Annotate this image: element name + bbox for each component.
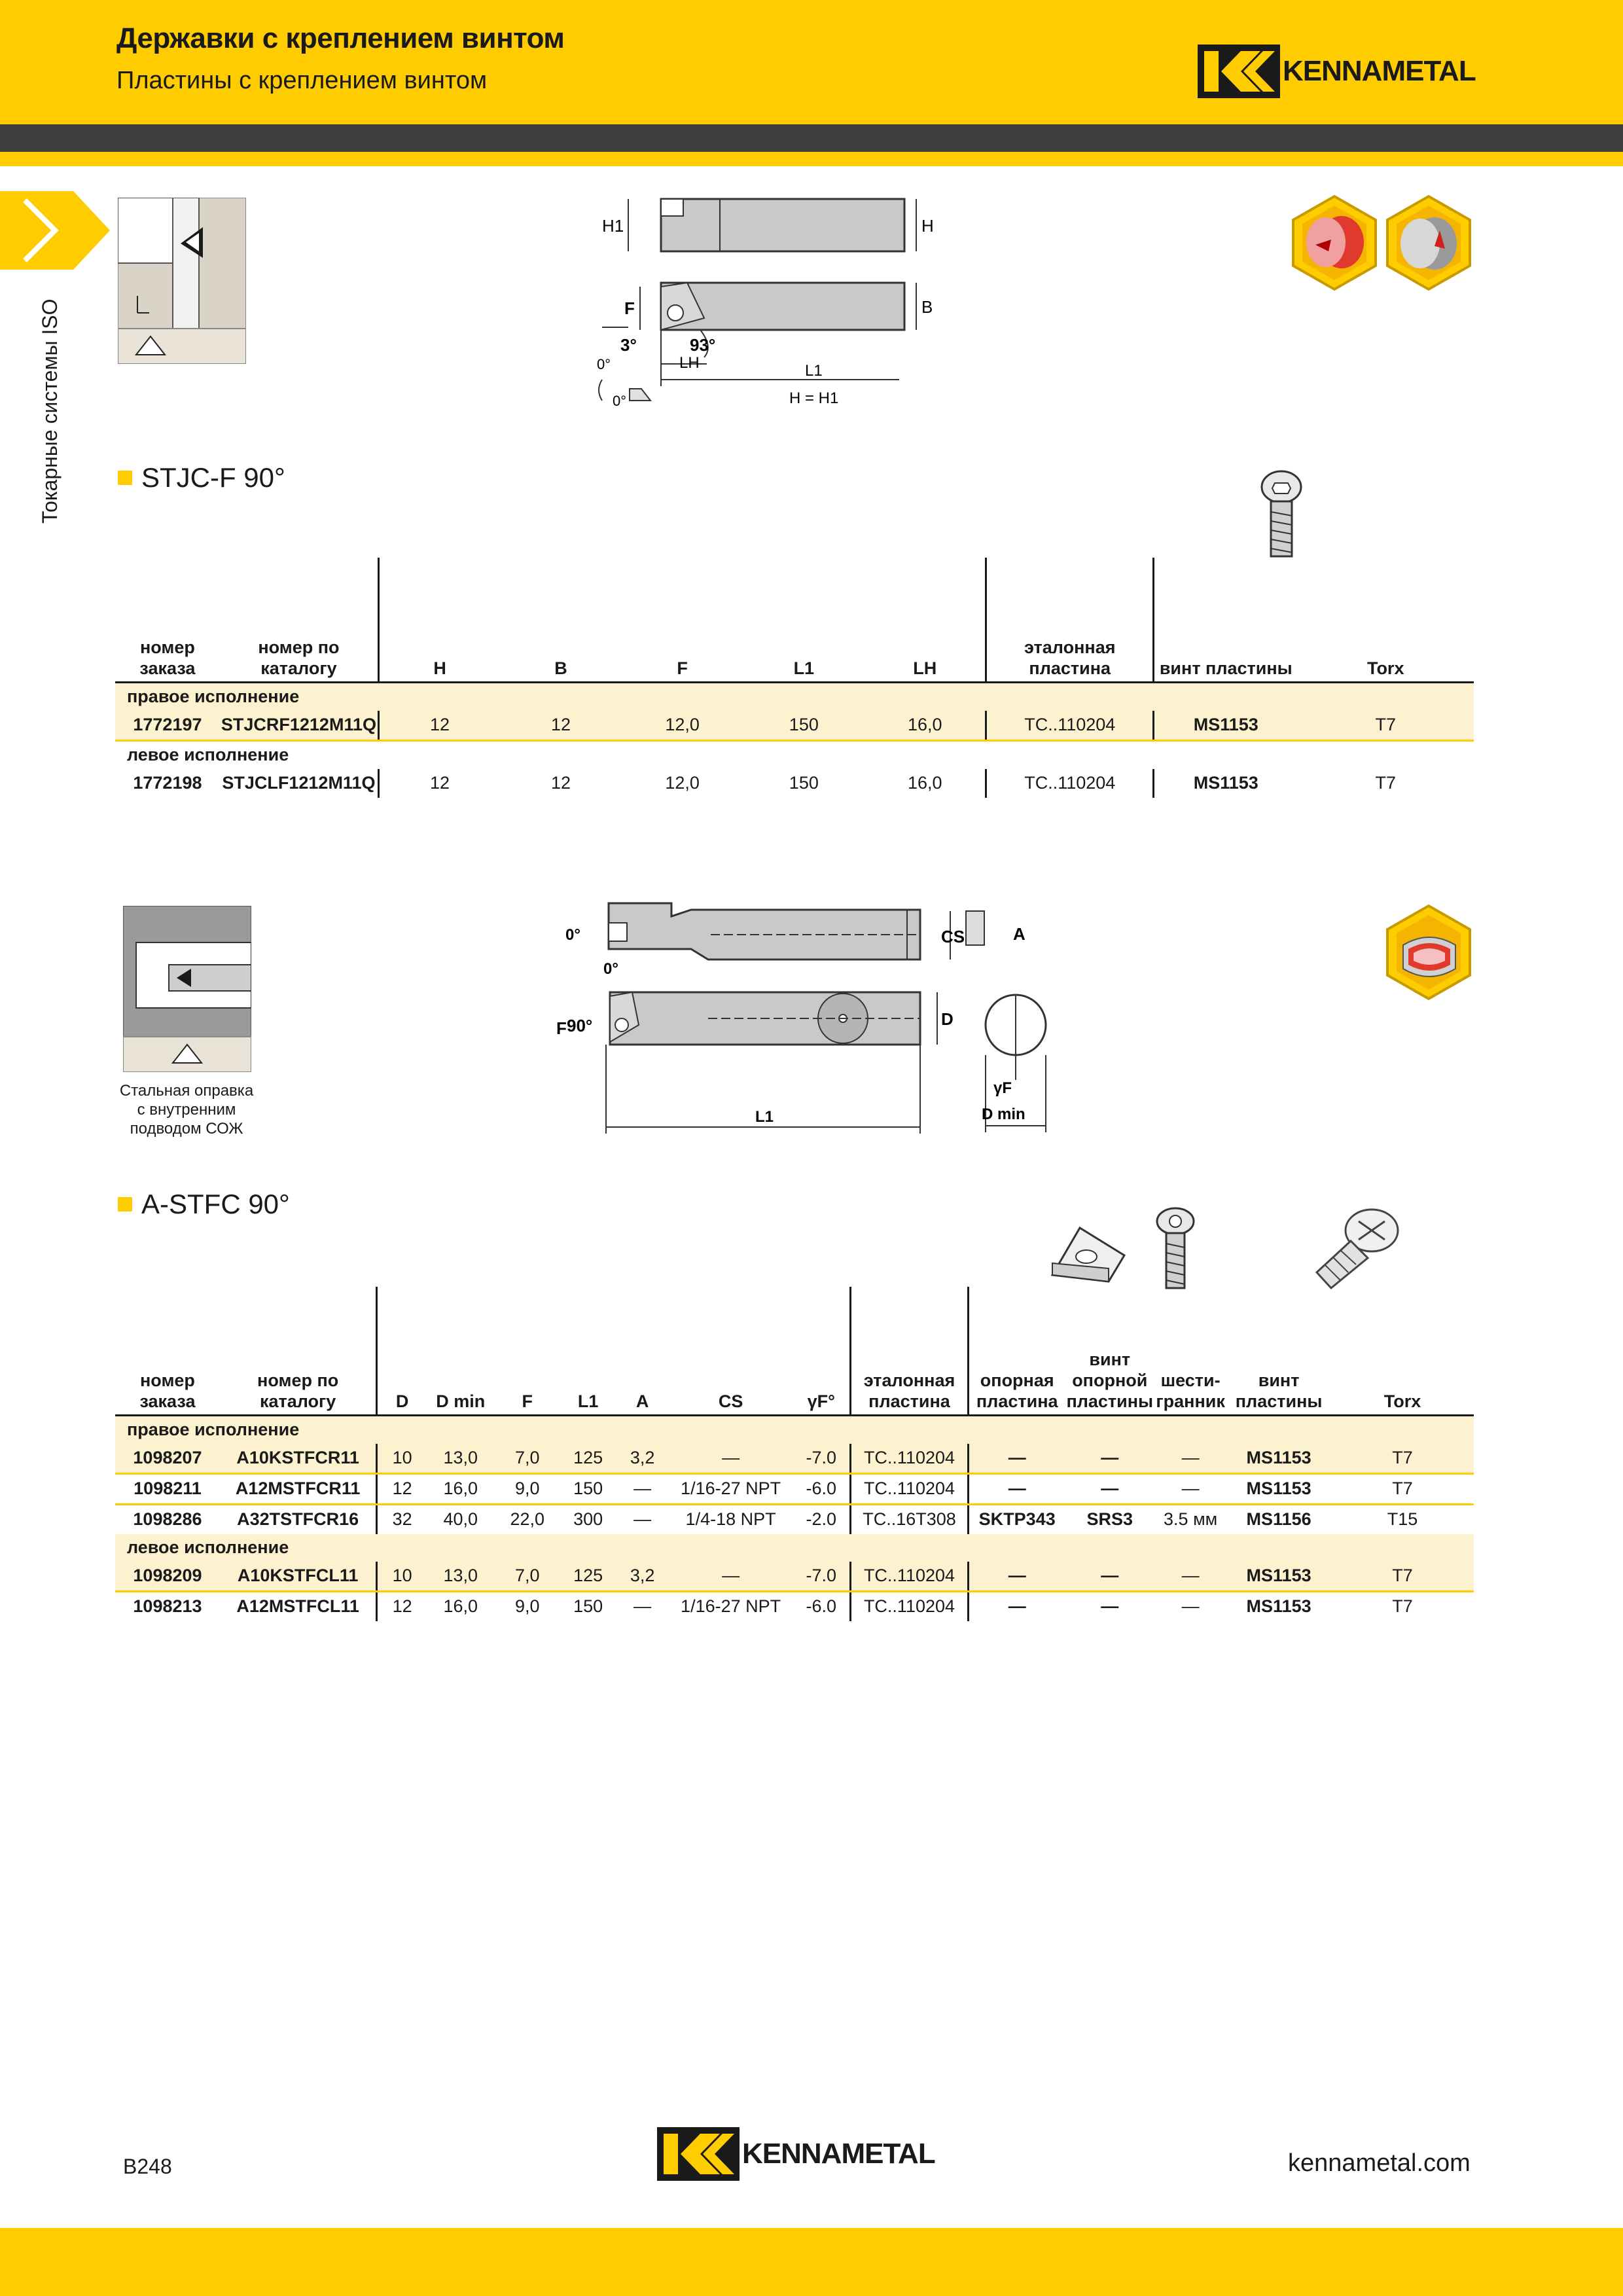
- cell-catalog: A12MSTFCL11: [236, 1596, 359, 1616]
- dim-h1: H1: [602, 216, 624, 236]
- cell-order: 1098211: [115, 1473, 220, 1504]
- angle-zero-1: 0°: [565, 926, 580, 944]
- cell-a: —: [616, 1473, 669, 1504]
- group-label-left: левое исполнение: [127, 745, 289, 764]
- application-thumbnail-1: [118, 198, 246, 364]
- cell-f: 7,0: [495, 1562, 560, 1592]
- cell-gf: -7.0: [793, 1562, 851, 1592]
- cell-insert: TC..16T308: [851, 1504, 969, 1534]
- dim-h-h1: H = H1: [789, 389, 839, 407]
- angle-93: 93°: [690, 335, 716, 355]
- tool-drawing-astfc: [554, 897, 1058, 1139]
- cell-dmin: 13,0: [427, 1444, 495, 1474]
- cell-f: 9,0: [495, 1473, 560, 1504]
- cell-screw: MS1153: [1226, 1473, 1331, 1504]
- col-screw: винт пластины: [1226, 1287, 1331, 1415]
- dim-lh: LH: [679, 354, 700, 372]
- cell-f: 9,0: [514, 1596, 540, 1616]
- application-thumbnail-2: [123, 906, 251, 1072]
- cell-a: 3,2: [616, 1444, 669, 1474]
- cell-shim-screw: —: [1065, 1473, 1154, 1504]
- cell-torx: T7: [1331, 1444, 1474, 1474]
- col-f: F: [622, 558, 743, 682]
- cell-l1: 125: [560, 1444, 616, 1474]
- cell-shim-screw: —: [1065, 1444, 1154, 1474]
- cell-shim-screw: —: [1065, 1562, 1154, 1592]
- col-torx: Torx: [1331, 1287, 1474, 1415]
- section-title-stjc: [118, 462, 285, 493]
- cell-dmin: 16,0: [443, 1596, 478, 1616]
- cell-l1: 150: [789, 773, 819, 793]
- shim-plate-icon: [1046, 1223, 1131, 1283]
- section-title-astfc: [118, 1189, 290, 1220]
- diagram-caption: Стальная оправка с внутренним подводом СОЖ: [119, 1082, 254, 1138]
- col-insert: эталонная пластина: [986, 558, 1154, 682]
- cell-d: 10: [377, 1444, 427, 1474]
- cell-dmin: 40,0: [443, 1509, 478, 1529]
- cell-gf: -7.0: [793, 1444, 851, 1474]
- cell-gf: -2.0: [806, 1509, 837, 1529]
- cell-dmin: 13,0: [427, 1562, 495, 1592]
- cell-torx: T7: [1331, 1473, 1474, 1504]
- dim-f: F: [624, 298, 635, 318]
- col-screw: винт пластины: [1154, 558, 1298, 682]
- website-link[interactable]: kennametal.com: [1288, 2149, 1471, 2177]
- material-steel-hex-icon: [1289, 194, 1380, 292]
- section-marker-icon: [118, 1197, 132, 1211]
- dim-d: D: [941, 1009, 954, 1029]
- dim-b: B: [921, 297, 933, 317]
- dim-a: A: [1013, 924, 1026, 944]
- cell-order: 1772198: [133, 773, 202, 793]
- page-subtitle: Пластины с креплением винтом: [116, 67, 488, 94]
- boring-application-hex-icon: [1383, 903, 1474, 1001]
- cell-d: 12: [377, 1473, 427, 1504]
- cell-dmin: 16,0: [427, 1473, 495, 1504]
- angle-zero-2: 0°: [603, 960, 618, 978]
- cell-catalog: STJCLF1212M11Q: [222, 773, 376, 793]
- table-row: [115, 1504, 1474, 1534]
- cell-hex: —: [1154, 1444, 1226, 1474]
- kennametal-logo-icon: [1198, 45, 1280, 98]
- cell-order: 1098213: [133, 1596, 202, 1616]
- brand-logo: [1198, 45, 1476, 98]
- side-tab-label: Токарные системы ISO: [38, 298, 62, 524]
- angle-90: 90°: [567, 1016, 593, 1035]
- group-label-right: правое исполнение: [115, 682, 1474, 711]
- angle-zero-2: 0°: [613, 393, 627, 409]
- cell-insert: TC..110204: [986, 711, 1154, 741]
- col-cs: CS: [669, 1287, 793, 1415]
- cell-hex: —: [1181, 1596, 1200, 1616]
- cell-shim: —: [968, 1562, 1065, 1592]
- group-label-right: правое исполнение: [115, 1415, 1474, 1444]
- cell-d: 32: [377, 1504, 427, 1534]
- col-dmin: D min: [427, 1287, 495, 1415]
- cell-catalog: A10KSTFCL11: [220, 1562, 377, 1592]
- cell-order: 1772197: [115, 711, 220, 741]
- col-l1: L1: [560, 1287, 616, 1415]
- col-catalog: номер по каталогу: [220, 1287, 377, 1415]
- cell-cs: 1/16-27 NPT: [669, 1473, 793, 1504]
- footer-brand-name: KENNAMETAL: [742, 2138, 935, 2170]
- cell-shim: —: [968, 1444, 1065, 1474]
- cell-insert: TC..110204: [851, 1473, 969, 1504]
- cell-d: 10: [377, 1562, 427, 1592]
- cell-f: 7,0: [495, 1444, 560, 1474]
- group-label-left: левое исполнение: [115, 1534, 1474, 1562]
- cell-lh: 16,0: [865, 711, 986, 741]
- col-d: D: [377, 1287, 427, 1415]
- material-cast-iron-hex-icon: [1383, 194, 1474, 292]
- dim-f: F: [556, 1018, 567, 1038]
- section-title-text: STJC-F 90°: [141, 462, 285, 493]
- cell-a: —: [633, 1596, 652, 1616]
- cell-insert: TC..110204: [851, 1444, 969, 1474]
- table-row: [115, 711, 1474, 741]
- cell-a: —: [633, 1509, 652, 1529]
- col-gf: γF°: [793, 1287, 851, 1415]
- countersunk-screw-icon: [1311, 1204, 1403, 1293]
- col-catalog: номер по каталогу: [220, 558, 379, 682]
- cell-a: 3,2: [616, 1562, 669, 1592]
- table-row: [115, 1591, 1474, 1621]
- cell-l1: 300: [573, 1509, 603, 1529]
- cell-hex: —: [1154, 1473, 1226, 1504]
- cell-cs: 1/16-27 NPT: [681, 1596, 781, 1616]
- shim-screw-icon: [1154, 1207, 1196, 1291]
- cell-h: 12: [378, 711, 500, 741]
- chevron-tab-icon: [0, 191, 111, 270]
- dim-l1: L1: [805, 362, 823, 380]
- col-shim-screw: винт опорной пластины: [1065, 1287, 1154, 1415]
- header-yellow-stripe: [0, 152, 1623, 166]
- table-row: [115, 1444, 1474, 1474]
- angle-zero-1: 0°: [597, 356, 611, 372]
- tool-drawing-stjc: [589, 190, 1008, 419]
- col-order: номер заказа: [115, 1287, 220, 1415]
- cell-l1: 150: [560, 1473, 616, 1504]
- page-title: Державки с креплением винтом: [116, 22, 565, 54]
- col-a: A: [616, 1287, 669, 1415]
- footer-brand-logo: [657, 2127, 935, 2181]
- header-dark-stripe: [0, 124, 1623, 152]
- cell-screw: MS1153: [1226, 1444, 1331, 1474]
- angle-gf: γF: [993, 1079, 1012, 1097]
- table-row: [115, 769, 1474, 798]
- col-order: номер заказа: [115, 558, 220, 682]
- page-number: B248: [123, 2155, 172, 2178]
- cell-screw: MS1156: [1246, 1509, 1311, 1529]
- cell-torx: T7: [1297, 711, 1474, 741]
- cell-catalog: A32TSTFCR16: [237, 1509, 359, 1529]
- cell-torx: T7: [1331, 1562, 1474, 1592]
- col-insert: эталонная пластина: [851, 1287, 969, 1415]
- cell-f: 12,0: [622, 711, 743, 741]
- insert-screw-icon: [1260, 469, 1302, 560]
- cell-insert: TC..110204: [851, 1591, 969, 1621]
- cell-cs: 1/4-18 NPT: [685, 1509, 776, 1529]
- brand-name: KENNAMETAL: [1283, 55, 1476, 87]
- cell-catalog: A12MSTFCR11: [220, 1473, 377, 1504]
- cell-hex: —: [1154, 1562, 1226, 1592]
- kennametal-logo-icon: [657, 2127, 740, 2181]
- cell-screw: MS1153: [1226, 1562, 1331, 1592]
- cell-gf: -6.0: [793, 1473, 851, 1504]
- dim-l1: L1: [755, 1108, 774, 1126]
- cell-shim-screw: —: [1101, 1596, 1119, 1616]
- cell-shim: —: [968, 1473, 1065, 1504]
- cell-order: 1098209: [115, 1562, 220, 1592]
- cell-order: 1098286: [133, 1509, 202, 1529]
- section-title-text: A-STFC 90°: [141, 1189, 290, 1219]
- cell-screw: MS1153: [1154, 711, 1298, 741]
- dim-h: H: [921, 216, 934, 236]
- dim-dmin: D min: [982, 1105, 1026, 1123]
- stjc-table: [115, 558, 1474, 798]
- cell-cs: —: [669, 1444, 793, 1474]
- col-b: B: [500, 558, 622, 682]
- section-marker-icon: [118, 471, 132, 485]
- cell-hex: 3.5 мм: [1164, 1509, 1218, 1529]
- cell-l1: 150: [573, 1596, 603, 1616]
- cell-lh: 16,0: [907, 773, 942, 793]
- cell-shim: —: [968, 1591, 1065, 1621]
- cell-shim-screw: SRS3: [1086, 1509, 1133, 1529]
- cell-catalog: A10KSTFCR11: [220, 1444, 377, 1474]
- col-l1: L1: [743, 558, 865, 682]
- cell-torx: T7: [1375, 773, 1396, 793]
- cell-b: 12: [550, 773, 571, 793]
- cell-screw: MS1153: [1246, 1596, 1311, 1616]
- col-torx: Torx: [1297, 558, 1474, 682]
- cell-shim: SKTP343: [968, 1504, 1065, 1534]
- cell-catalog: STJCRF1212M11Q: [220, 711, 379, 741]
- cell-f: 12,0: [665, 773, 700, 793]
- table-row: [115, 1562, 1474, 1592]
- col-h: H: [378, 558, 500, 682]
- cell-insert: TC..110204: [986, 769, 1154, 798]
- cell-order: 1098207: [115, 1444, 220, 1474]
- cell-cs: —: [669, 1562, 793, 1592]
- cell-d: 12: [377, 1591, 427, 1621]
- cell-f: 22,0: [510, 1509, 545, 1529]
- cell-b: 12: [500, 711, 622, 741]
- astfc-table: [115, 1287, 1474, 1621]
- cell-h: 12: [378, 769, 500, 798]
- angle-3: 3°: [620, 335, 637, 355]
- cell-l1: 125: [560, 1562, 616, 1592]
- dim-cs: CS: [941, 927, 965, 946]
- cell-insert: TC..110204: [851, 1562, 969, 1592]
- col-lh: LH: [865, 558, 986, 682]
- table-row: [115, 1473, 1474, 1504]
- cell-screw: MS1153: [1154, 769, 1298, 798]
- col-f: F: [495, 1287, 560, 1415]
- cell-torx: T7: [1392, 1596, 1413, 1616]
- cell-gf: -6.0: [806, 1596, 837, 1616]
- footer-band: [0, 2228, 1623, 2296]
- col-shim: опорная пластина: [968, 1287, 1065, 1415]
- cell-l1: 150: [743, 711, 865, 741]
- col-hex: шести- гранник: [1154, 1287, 1226, 1415]
- cell-torx: T15: [1387, 1509, 1418, 1529]
